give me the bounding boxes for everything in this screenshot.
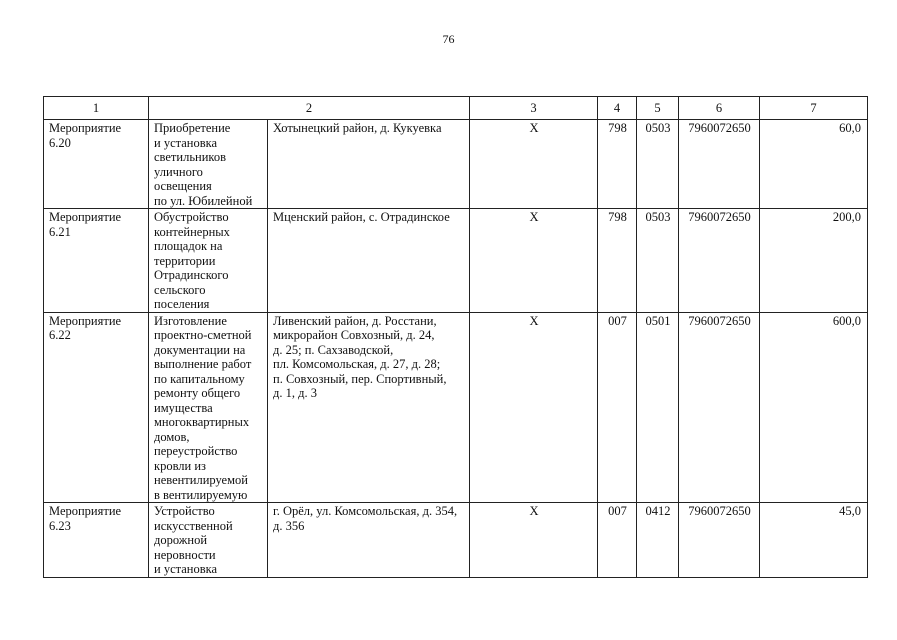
cell-location: Мценский район, с. Отрадинское bbox=[268, 209, 470, 313]
cell-col7: 200,0 bbox=[760, 209, 868, 313]
header-col-3: 3 bbox=[470, 97, 598, 120]
cell-location: Ливенский район, д. Росстани, микрорайон Совхозный, д. 24, д. 25; п. Сахзаводской, пл. Комсомольская, д. 27, д. 28; п. Совхозный, пер. Спортивный, д. 1, д. 3 bbox=[268, 312, 470, 503]
cell-col5: 0503 bbox=[637, 120, 679, 209]
cell-event: Мероприятие 6.20 bbox=[44, 120, 149, 209]
cell-col4: 007 bbox=[598, 503, 637, 578]
cell-col4: 798 bbox=[598, 209, 637, 313]
header-row bbox=[44, 97, 868, 120]
cell-col6: 7960072650 bbox=[679, 209, 760, 313]
cell-location: г. Орёл, ул. Комсомольская, д. 354, д. 356 bbox=[268, 503, 470, 578]
header-col-7: 7 bbox=[760, 97, 868, 120]
header-col-1: 1 bbox=[44, 97, 149, 120]
cell-location: Хотынецкий район, д. Кукуевка bbox=[268, 120, 470, 209]
cell-col5: 0503 bbox=[637, 209, 679, 313]
cell-col3: Х bbox=[470, 209, 598, 313]
cell-col3: Х bbox=[470, 312, 598, 503]
cell-col6: 7960072650 bbox=[679, 312, 760, 503]
cell-col4: 007 bbox=[598, 312, 637, 503]
page-number: 76 bbox=[442, 32, 455, 46]
table-row bbox=[44, 120, 868, 209]
table-row bbox=[44, 209, 868, 313]
cell-event: Мероприятие 6.23 bbox=[44, 503, 149, 578]
cell-event: Мероприятие 6.22 bbox=[44, 312, 149, 503]
budget-table bbox=[43, 96, 868, 578]
cell-col5: 0501 bbox=[637, 312, 679, 503]
header-col-2: 2 bbox=[149, 97, 470, 120]
table-row bbox=[44, 503, 868, 578]
cell-col3: Х bbox=[470, 120, 598, 209]
cell-event: Мероприятие 6.21 bbox=[44, 209, 149, 313]
header-col-6: 6 bbox=[679, 97, 760, 120]
cell-description: Устройство искусственной дорожной неровности и установка bbox=[149, 503, 268, 578]
cell-col6: 7960072650 bbox=[679, 503, 760, 578]
cell-description: Изготовление проектно-сметной документации на выполнение работ по капитальному ремонту общего имущества многоквартирных домов, переустройство кровли из невентилируемой в вентилируемую bbox=[149, 312, 268, 503]
cell-col7: 45,0 bbox=[760, 503, 868, 578]
table-row bbox=[44, 312, 868, 503]
header-col-5: 5 bbox=[637, 97, 679, 120]
cell-col7: 600,0 bbox=[760, 312, 868, 503]
cell-description: Обустройство контейнерных площадок на территории Отрадинского сельского поселения bbox=[149, 209, 268, 313]
cell-col6: 7960072650 bbox=[679, 120, 760, 209]
cell-description: Приобретение и установка светильников уличного освещения по ул. Юбилейной bbox=[149, 120, 268, 209]
cell-col7: 60,0 bbox=[760, 120, 868, 209]
cell-col4: 798 bbox=[598, 120, 637, 209]
header-col-4: 4 bbox=[598, 97, 637, 120]
cell-col5: 0412 bbox=[637, 503, 679, 578]
cell-col3: Х bbox=[470, 503, 598, 578]
